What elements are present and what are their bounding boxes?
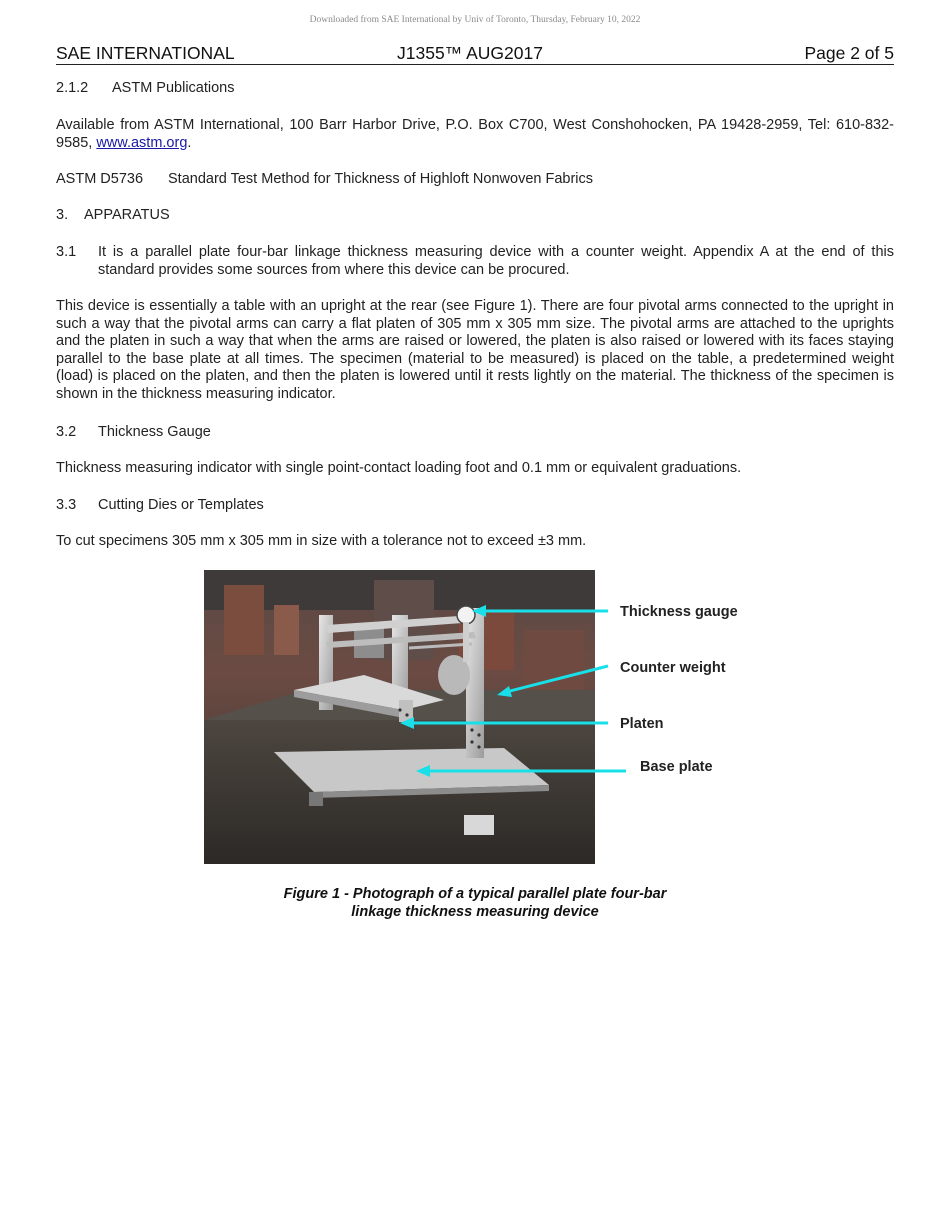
section-title: ASTM Publications <box>112 80 235 96</box>
header-org: SAE INTERNATIONAL <box>56 43 235 63</box>
section-3-2-heading <box>56 424 894 442</box>
download-watermark: Downloaded from SAE International by Univ of Toronto, Thursday, February 10, 2022 <box>309 15 641 25</box>
section-number: 3. <box>56 207 69 223</box>
device-description-paragraph: This device is essentially a table with an upright at the rear (see Figure 1). There are four pivotal arms connected to the upright in such a way that the pivotal arms can carry a flat platen of 305 mm x 305 mm size. The pivotal arms are attached to the uprights and the platen in such a way that when the arms are raised or lowered, the platen is also raised or lowered with its faces staying parallel to the base plate at all times. The specimen (material to be measured) is placed on the table, a predetermined weight (load) is placed on the platen, and then the platen is lowered until it rests lightly on the material. The thickness of the specimen is shown in the thickness measuring indicator. <box>56 298 894 402</box>
reference-code: ASTM D5736 <box>56 171 144 187</box>
link-suffix: . <box>187 134 192 151</box>
callout-thickness-gauge: Thickness gauge <box>620 604 738 620</box>
caption-line-1: Figure 1 - Photograph of a typical parallel plate four-bar <box>283 886 667 902</box>
callout-platen: Platen <box>620 716 664 732</box>
section-title: Thickness Gauge <box>98 424 211 440</box>
section-number: 2.1.2 <box>56 80 89 96</box>
header-doc-id: J1355™ AUG2017 <box>397 43 543 63</box>
callout-counter-weight: Counter weight <box>620 660 726 676</box>
section-title: APPARATUS <box>84 207 170 223</box>
apparatus-photo <box>204 570 595 864</box>
section-title: Cutting Dies or Templates <box>98 497 264 513</box>
section-number: 3.3 <box>56 497 77 513</box>
figure-caption <box>56 885 894 921</box>
astm-reference <box>56 171 894 189</box>
section-3-3-text: To cut specimens 305 mm x 305 mm in size with a tolerance not to exceed ±3 mm. <box>56 533 587 549</box>
availability-text: Available from ASTM International, 100 Barr Harbor Drive, P.O. Box C700, West Conshohocken, PA 19428-2959, Tel: 610-832-9585, <box>56 117 894 151</box>
astm-availability-paragraph <box>56 117 894 152</box>
page-header <box>56 43 894 65</box>
caption-line-2: linkage thickness measuring device <box>351 904 599 920</box>
callout-base-plate: Base plate <box>640 759 713 775</box>
section-3-1-number: 3.1 <box>56 244 77 260</box>
section-3-1-text: It is a parallel plate four-bar linkage thickness measuring device with a counter weight. Appendix A at the end of this standard provides some sources from where this device can be procured. <box>98 244 894 278</box>
section-3-heading <box>56 207 894 225</box>
header-page-number: Page 2 of 5 <box>804 43 894 63</box>
section-3-2-text: Thickness measuring indicator with single point-contact loading foot and 0.1 mm or equivalent graduations. <box>56 460 742 476</box>
reference-title: Standard Test Method for Thickness of Highloft Nonwoven Fabrics <box>168 171 594 187</box>
section-number: 3.2 <box>56 424 77 440</box>
section-3-3-heading <box>56 497 894 515</box>
section-2-1-2-heading <box>56 80 894 98</box>
astm-website-link[interactable]: www.astm.org <box>96 134 188 151</box>
